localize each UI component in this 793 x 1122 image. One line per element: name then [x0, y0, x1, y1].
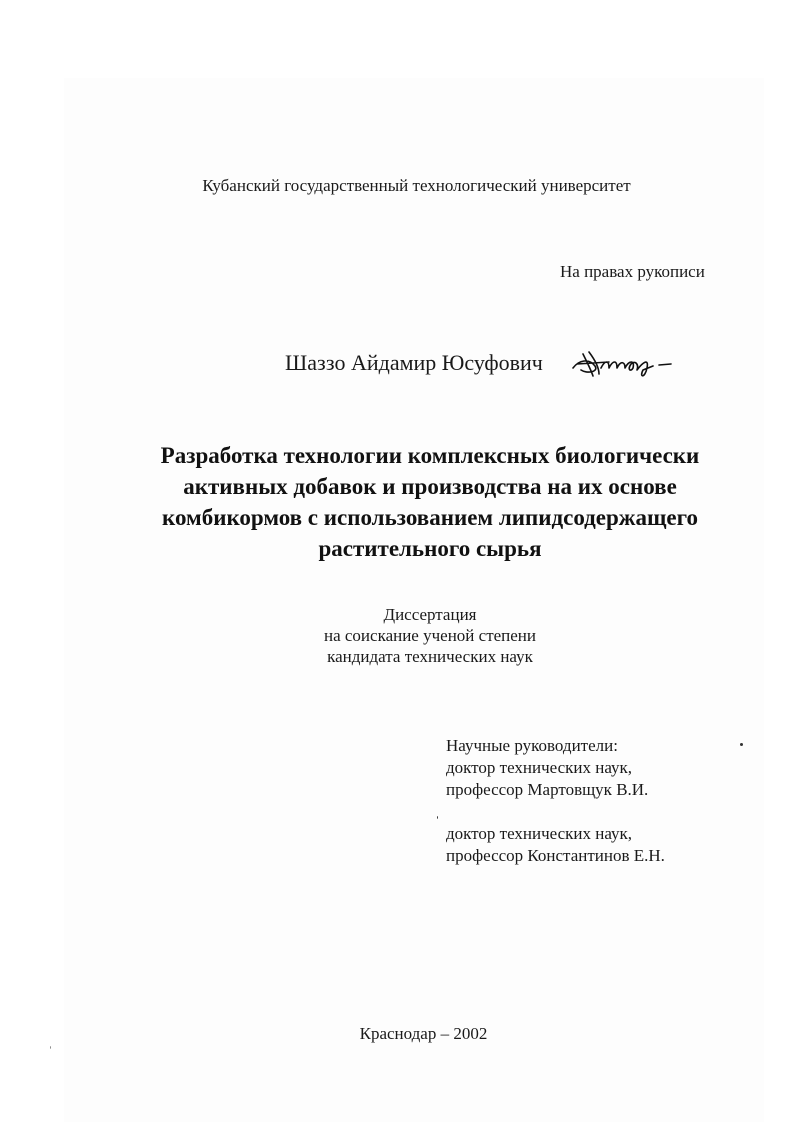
scan-speck [437, 816, 438, 819]
degree-line: кандидата технических наук [327, 647, 533, 666]
dissertation-title [100, 440, 760, 564]
supervisors-heading: Научные руководители: [446, 736, 618, 755]
author-name: Шаззо Айдамир Юсуфович [285, 350, 543, 375]
degree-line: Диссертация [383, 605, 477, 624]
supervisor-2-degree: доктор технических наук, [446, 824, 633, 843]
spacer [446, 801, 665, 823]
scan-speck [740, 743, 743, 746]
title-line: активных добавок и производства на их основе [183, 474, 677, 499]
supervisor-2-name: профессор Константинов Е.Н. [446, 846, 665, 865]
degree-statement [200, 604, 660, 667]
degree-line: на соискание ученой степени [323, 626, 537, 645]
rights-note: На правах рукописи [560, 262, 705, 281]
title-line: растительного сырья [318, 536, 542, 561]
city-year: Краснодар – 2002 [359, 1024, 488, 1043]
title-line: Разработка технологии комплексных биологически [160, 443, 700, 468]
scanned-page [64, 78, 764, 1122]
author-row [285, 346, 679, 380]
supervisors-block [446, 735, 665, 867]
supervisor-1-name: профессор Мартовщук В.И. [446, 780, 649, 799]
signature-icon [569, 346, 679, 380]
supervisor-1-degree: доктор технических наук, [446, 758, 633, 777]
title-line: комбикормов с использованием липидсодержащего [162, 505, 698, 530]
scan-speck [50, 1046, 51, 1049]
university-name: Кубанский государственный технологический университет [202, 176, 631, 195]
